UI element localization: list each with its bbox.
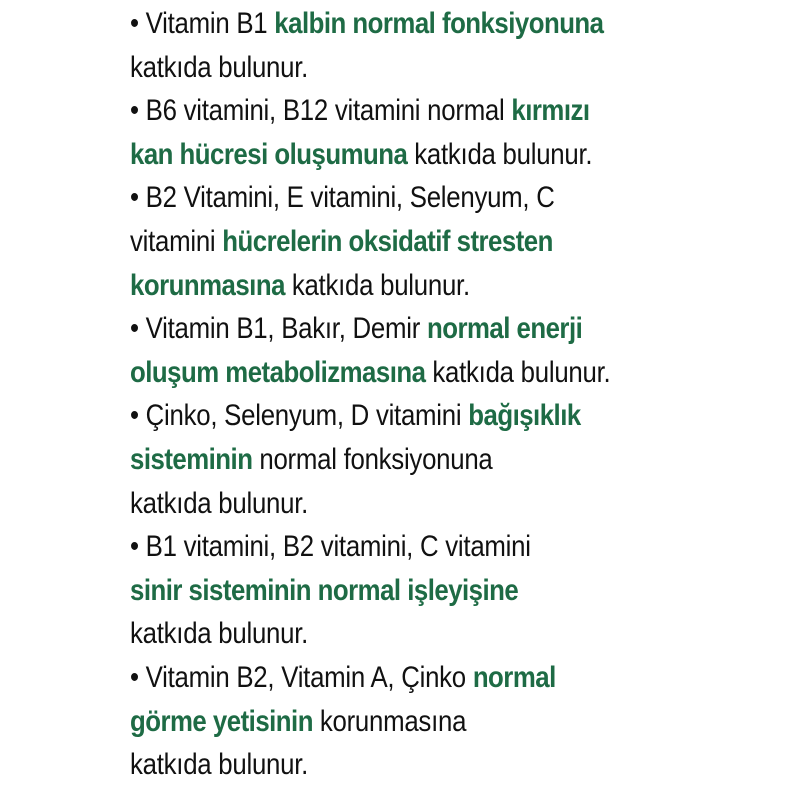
text-line xyxy=(130,743,610,787)
text-segment: katkıda bulunur. xyxy=(284,268,470,302)
text-line xyxy=(130,133,610,177)
highlighted-text: sisteminin xyxy=(130,442,253,476)
highlighted-text: korunmasına xyxy=(130,268,285,302)
text-segment: katkıda bulunur. xyxy=(407,137,593,171)
highlighted-text: bağışıklık xyxy=(468,399,581,433)
highlighted-text: normal enerji xyxy=(426,312,583,346)
text-segment: katkıda bulunur. xyxy=(425,355,611,389)
text-segment: katkıda bulunur. xyxy=(130,50,309,84)
text-segment: korunmasına xyxy=(312,704,467,738)
text-line xyxy=(130,656,610,700)
text-segment: normal fonksiyonuna xyxy=(252,442,493,476)
text-line xyxy=(130,46,610,90)
benefits-text xyxy=(130,2,689,787)
text-line xyxy=(130,264,610,308)
text-line xyxy=(130,307,610,351)
highlighted-text: sinir sisteminin normal işleyişine xyxy=(130,573,519,607)
text-segment: • Vitamin B2, Vitamin A, Çinko xyxy=(130,660,473,694)
highlighted-text: kan hücresi oluşumuna xyxy=(130,137,408,171)
highlighted-text: kalbin normal fonksiyonuna xyxy=(274,7,604,40)
text-segment: vitamini xyxy=(130,224,223,258)
highlighted-text: kırmızı xyxy=(511,94,590,128)
text-segment: katkıda bulunur. xyxy=(130,617,309,651)
text-line xyxy=(130,700,610,744)
text-segment: • B2 Vitamini, E vitamini, Selenyum, C xyxy=(130,181,555,215)
text-line xyxy=(130,569,610,613)
text-segment: • Çinko, Selenyum, D vitamini xyxy=(130,399,469,433)
text-line xyxy=(130,525,610,569)
highlighted-text: hücrelerin oksidatif stresten xyxy=(222,224,553,258)
text-line xyxy=(130,351,610,395)
text-segment: • Vitamin B1, Bakır, Demir xyxy=(130,312,427,346)
highlighted-text: görme yetisinin xyxy=(130,704,313,738)
text-line xyxy=(130,89,610,133)
text-line xyxy=(130,220,610,264)
text-segment: katkıda bulunur. xyxy=(130,486,309,520)
text-segment: katkıda bulunur. xyxy=(130,748,309,782)
text-line xyxy=(130,2,610,46)
text-segment: • Vitamin B1 xyxy=(130,7,275,40)
text-line xyxy=(130,482,610,526)
text-line xyxy=(130,394,610,438)
text-line xyxy=(130,612,610,656)
text-line xyxy=(130,438,610,482)
highlighted-text: oluşum metabolizmasına xyxy=(130,355,426,389)
text-segment: • B6 vitamini, B12 vitamini normal xyxy=(130,94,512,128)
highlighted-text: normal xyxy=(472,660,556,694)
text-segment: • B1 vitamini, B2 vitamini, C vitamini xyxy=(130,530,531,564)
text-line xyxy=(130,176,610,220)
